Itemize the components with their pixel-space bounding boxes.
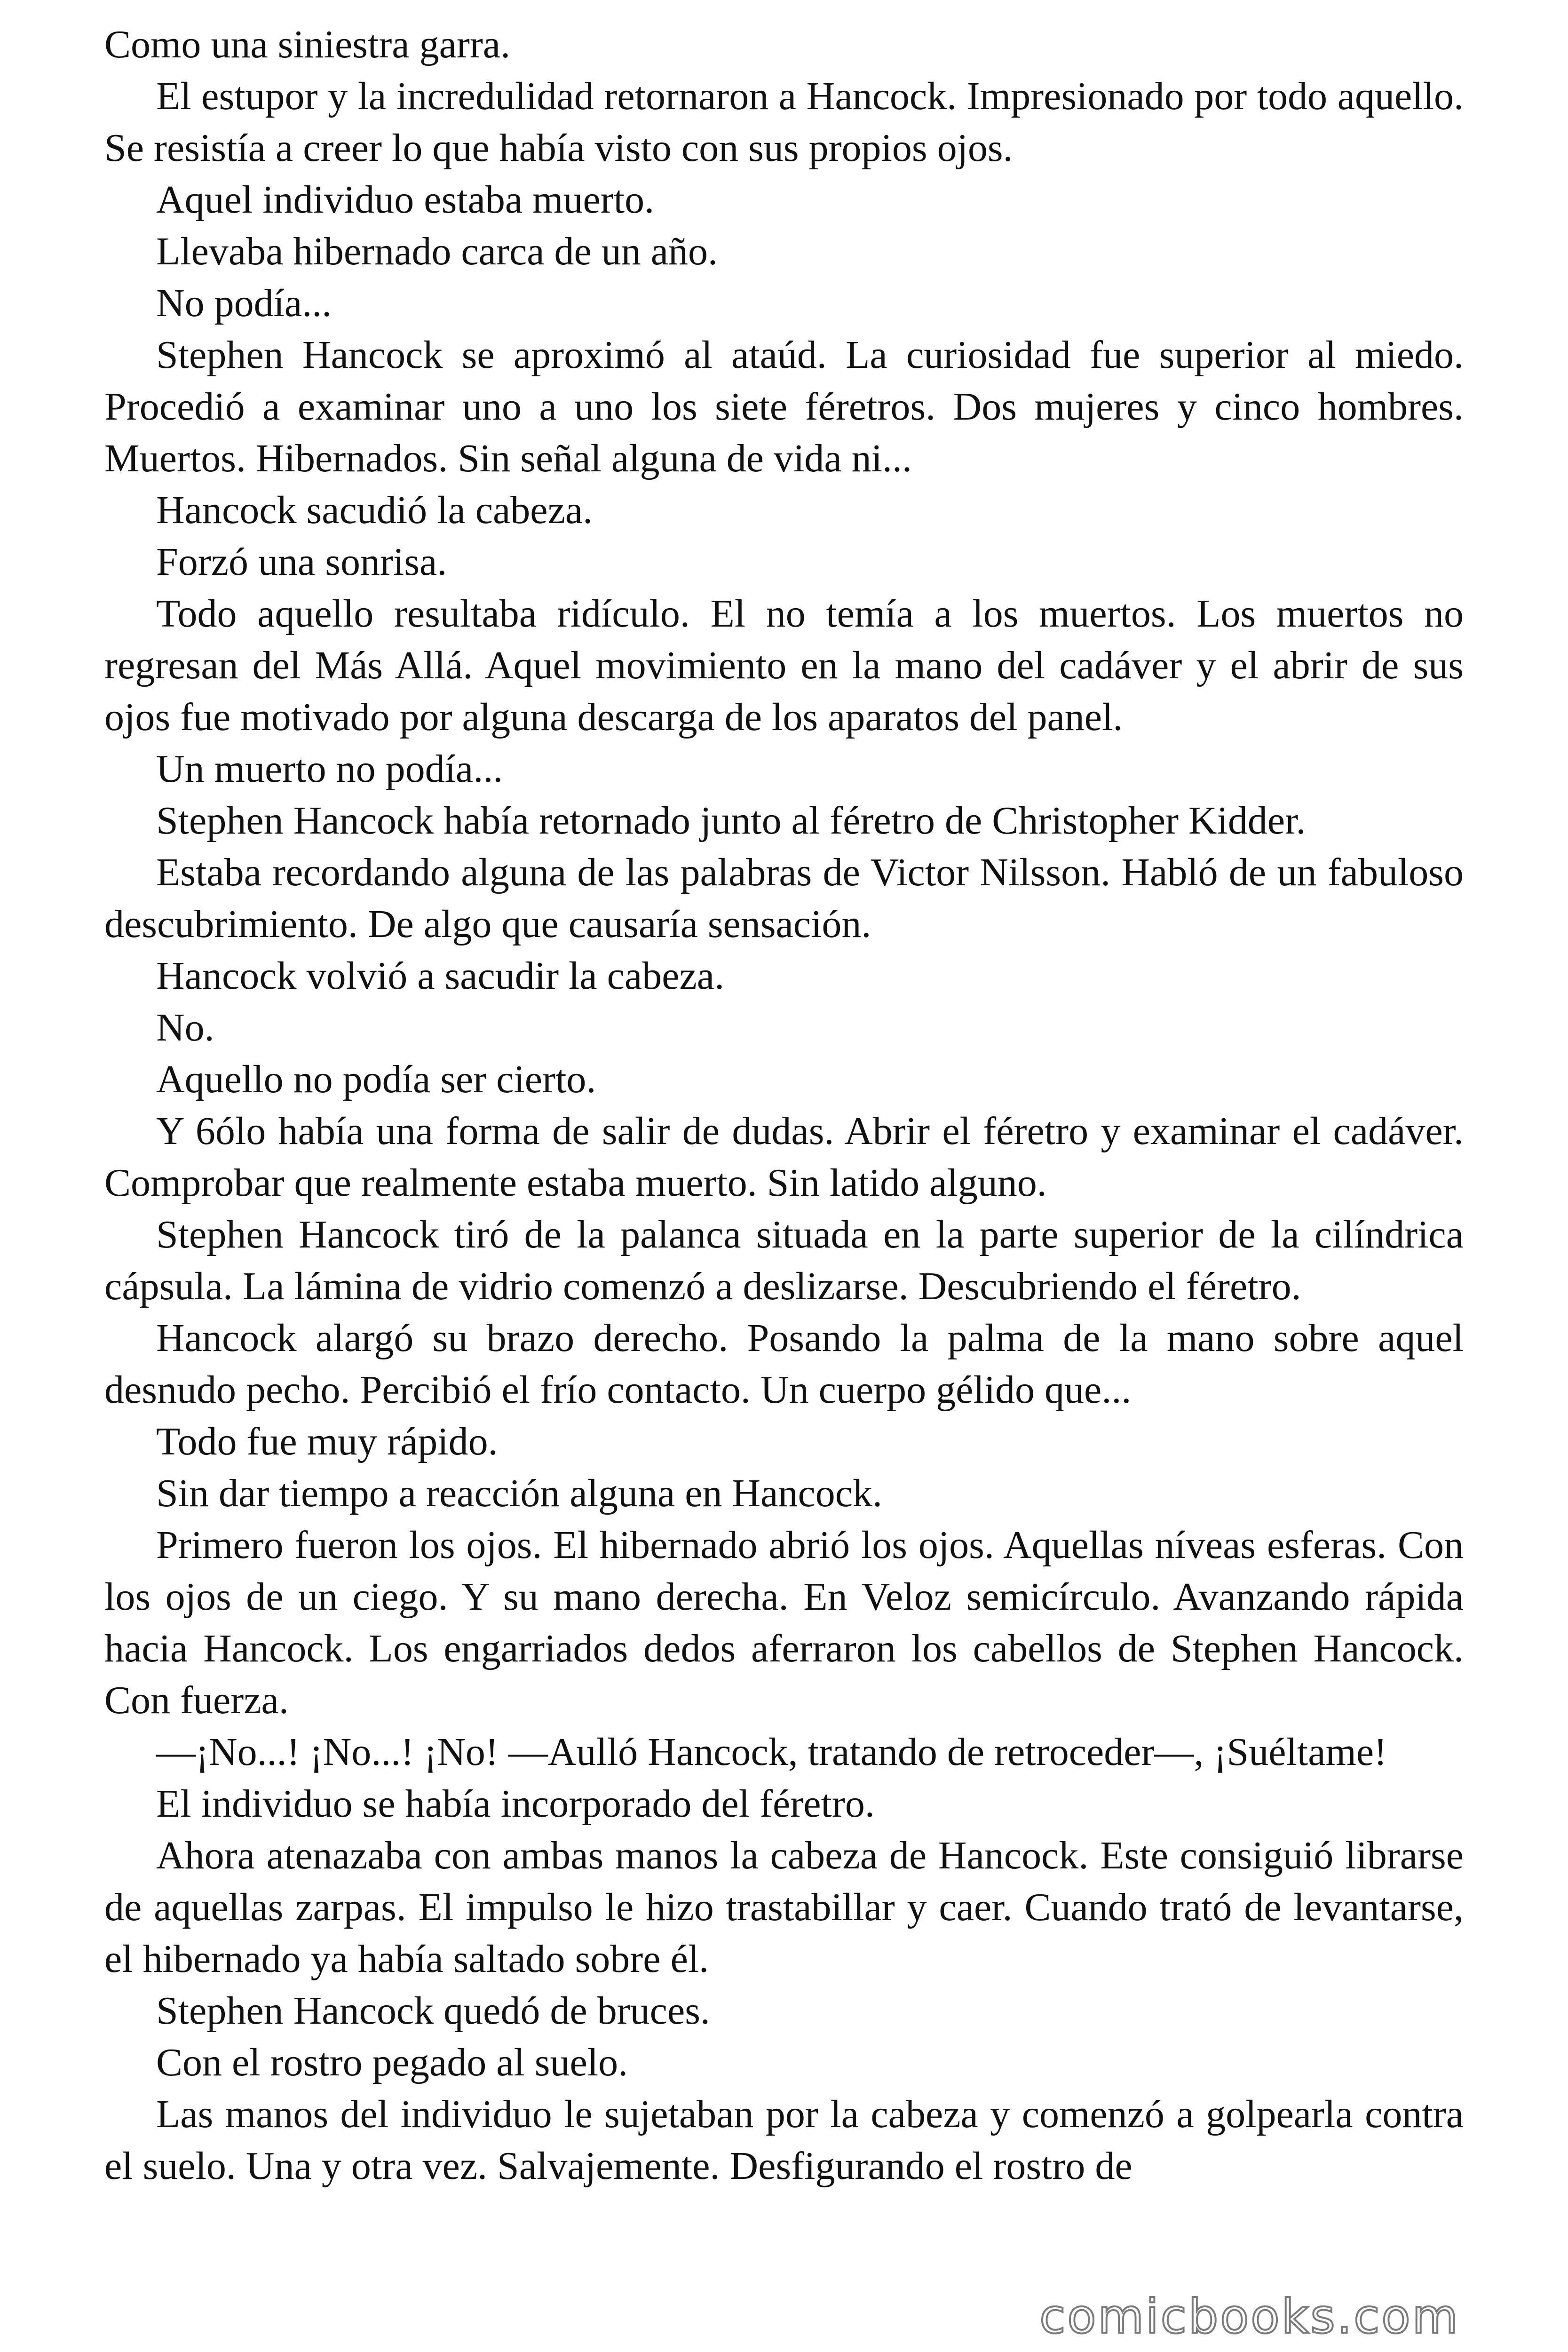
- paragraph: Stephen Hancock se aproximó al ataúd. La curiosidad fue superior al miedo. Procedió a examinar uno a uno los siete féretros. Dos mujeres y cinco hombres. Muertos. Hibernados. Sin señal alguna de vida ni...: [104, 333, 1464, 480]
- paragraph: Todo fue muy rápido.: [156, 1420, 498, 1463]
- paragraph: Stephen Hancock había retornado junto al féretro de Christopher Kidder.: [156, 799, 1306, 842]
- watermark-logo: comicbooks.com: [1039, 2289, 1460, 2344]
- paragraph: No podía...: [156, 281, 332, 325]
- paragraph: El individuo se había incorporado del féretro.: [156, 1782, 875, 1826]
- paragraph: Todo aquello resultaba ridículo. El no temía a los muertos. Los muertos no regresan del Más Allá. Aquel movimiento en la mano del cadáver y el abrir de sus ojos fue motivado por alguna descarga de los aparatos del panel.: [104, 592, 1464, 739]
- paragraph: No.: [156, 1006, 214, 1049]
- paragraph: Un muerto no podía...: [156, 747, 503, 791]
- paragraph: Hancock volvió a sacudir la cabeza.: [156, 954, 725, 998]
- paragraph: Ahora atenazaba con ambas manos la cabeza de Hancock. Este consiguió librarse de aquellas zarpas. El impulso le hizo trastabillar y caer. Cuando trató de levantarse, el hibernado ya había saltado sobre él.: [104, 1834, 1464, 1981]
- paragraph: Llevaba hibernado carca de un año.: [156, 230, 718, 273]
- paragraph: Hancock alargó su brazo derecho. Posando la palma de la mano sobre aquel desnudo pecho. Percibió el frío contacto. Un cuerpo gélido que...: [104, 1316, 1464, 1412]
- paragraph: Aquello no podía ser cierto.: [156, 1057, 596, 1101]
- paragraph: Y 6ólo había una forma de salir de dudas. Abrir el féretro y examinar el cadáver. Comprobar que realmente estaba muerto. Sin latido alguno.: [104, 1109, 1464, 1205]
- paragraph: Hancock sacudió la cabeza.: [156, 488, 593, 532]
- paragraph: Con el rostro pegado al suelo.: [156, 2041, 628, 2084]
- paragraph: El estupor y la incredulidad retornaron a Hancock. Impresionado por todo aquello. Se resistía a creer lo que había visto con sus propios ojos.: [104, 74, 1464, 170]
- page-text: [104, 19, 1464, 2192]
- paragraph: Stephen Hancock quedó de bruces.: [156, 1989, 710, 2033]
- paragraph: Stephen Hancock tiró de la palanca situada en la parte superior de la cilíndrica cápsula. La lámina de vidrio comenzó a deslizarse. Descubriendo el féretro.: [104, 1213, 1464, 1308]
- paragraph: Aquel individuo estaba muerto.: [156, 178, 655, 222]
- paragraph: Forzó una sonrisa.: [156, 540, 447, 584]
- paragraph: Las manos del individuo le sujetaban por la cabeza y comenzó a golpearla contra el suelo. Una y otra vez. Salvajemente. Desfigurando el rostro de: [104, 2092, 1464, 2188]
- paragraph: Como una siniestra garra.: [104, 23, 511, 66]
- paragraph: —¡No...! ¡No...! ¡No! —Aulló Hancock, tratando de retroceder—, ¡Suéltame!: [156, 1730, 1387, 1774]
- paragraph: Sin dar tiempo a reacción alguna en Hancock.: [156, 1471, 883, 1515]
- paragraph: Estaba recordando alguna de las palabras de Victor Nilsson. Habló de un fabuloso descubrimiento. De algo que causaría sensación.: [104, 850, 1464, 946]
- paragraph: Primero fueron los ojos. El hibernado abrió los ojos. Aquellas níveas esferas. Con los ojos de un ciego. Y su mano derecha. En Veloz semicírculo. Avanzando rápida hacia Hancock. Los engarriados dedos aferraron los cabellos de Stephen Hancock. Con fuerza.: [104, 1523, 1464, 1722]
